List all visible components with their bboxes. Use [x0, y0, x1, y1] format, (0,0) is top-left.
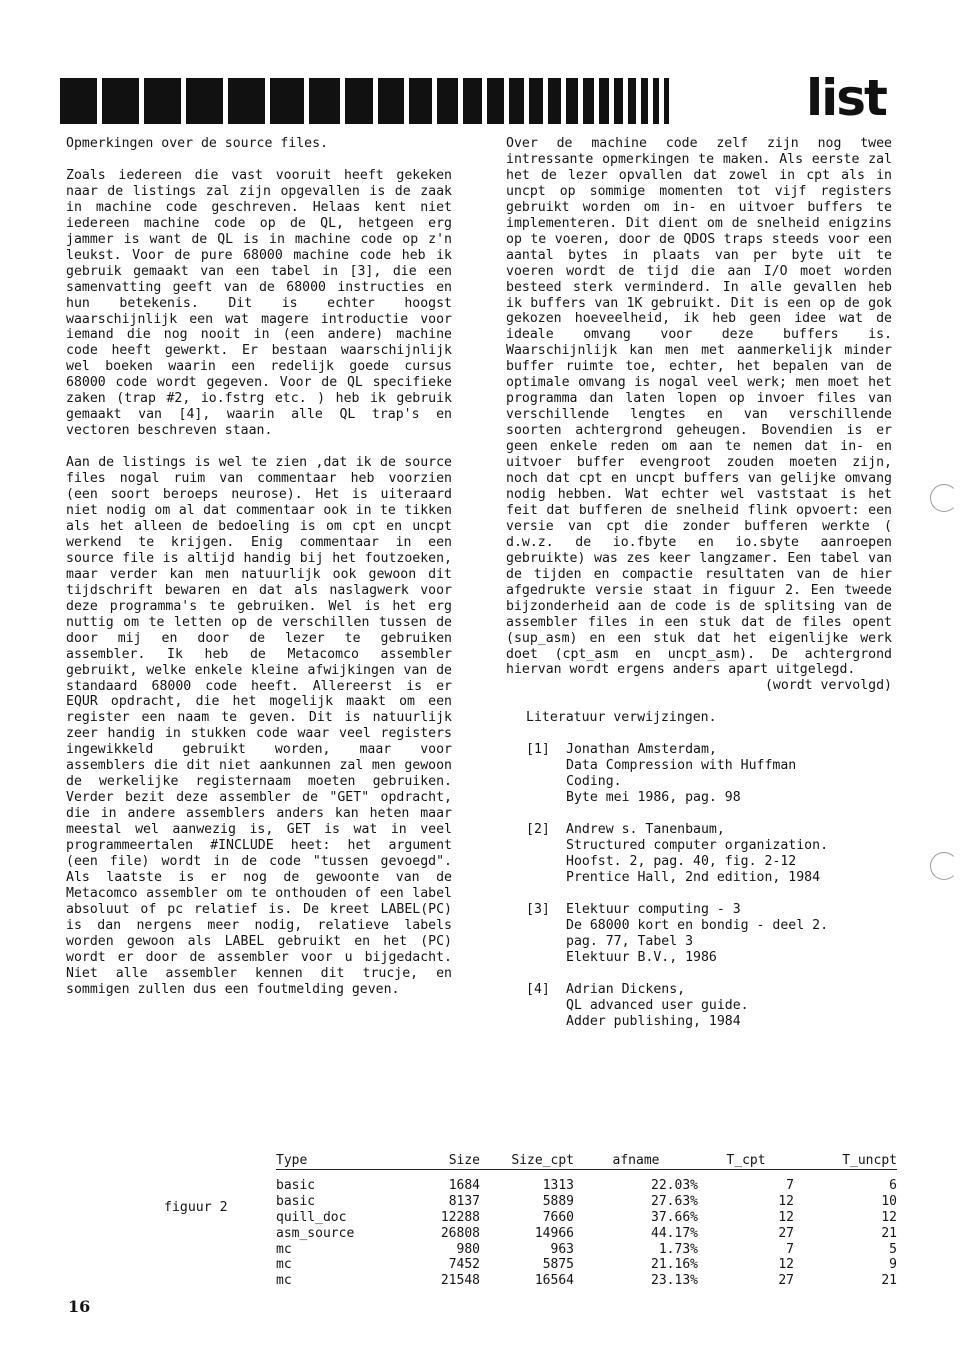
table-cell: 7 — [786, 1177, 794, 1193]
table-cell: 7660 — [542, 1209, 574, 1225]
table-row — [276, 1210, 897, 1226]
table-cell: basic — [276, 1177, 316, 1193]
table-cell: mc — [276, 1273, 292, 1289]
table-row — [276, 1194, 897, 1210]
table-cell: 27 — [778, 1225, 794, 1241]
table-cell: 14966 — [534, 1225, 574, 1241]
column-header: Size_cpt — [480, 1153, 574, 1169]
binder-hole — [930, 484, 958, 512]
table-cell: mc — [276, 1241, 292, 1257]
reference-line: Elektuur B.V., 1986 — [566, 949, 717, 965]
column-header: T_uncpt — [794, 1153, 897, 1169]
table-cell: 22.03% — [651, 1177, 698, 1193]
table-cell: 27 — [778, 1273, 794, 1289]
table-cell: 963 — [550, 1241, 574, 1257]
reference-line: Structured computer organization. — [566, 838, 829, 854]
table-cell: 9 — [889, 1257, 897, 1273]
reference-line: Data Compression with Huffman — [566, 758, 797, 774]
reference-line: Prentice Hall, 2nd edition, 1984 — [566, 869, 821, 885]
table-cell: 12 — [778, 1193, 794, 1209]
reference-line: Hoofst. 2, pag. 40, fig. 2-12 — [566, 854, 797, 870]
table-cell: 21.16% — [651, 1257, 698, 1273]
table-cell: 23.13% — [651, 1273, 698, 1289]
table-cell: 8137 — [448, 1193, 480, 1209]
column-header: Type — [276, 1153, 416, 1169]
table-cell: 1313 — [542, 1177, 574, 1193]
header-bar — [60, 78, 675, 124]
references — [506, 710, 892, 1029]
references-title: Literatuur verwijzingen. — [526, 710, 717, 726]
table-cell: 1684 — [448, 1177, 480, 1193]
results-table — [276, 1153, 897, 1289]
table-cell: 5875 — [542, 1257, 574, 1273]
table-header-row — [276, 1153, 897, 1169]
table-row — [276, 1257, 897, 1273]
table-row — [276, 1178, 897, 1194]
table-row — [276, 1273, 897, 1289]
reference-line: Adrian Dickens, — [566, 981, 686, 997]
table-cell: 27.63% — [651, 1193, 698, 1209]
reference-line: Adder publishing, 1984 — [566, 1013, 741, 1029]
table-cell: 21 — [881, 1225, 897, 1241]
table-cell: mc — [276, 1257, 292, 1273]
table-cell: 21 — [881, 1273, 897, 1289]
reference-line: Jonathan Amsterdam, — [566, 742, 717, 758]
table-cell: 12288 — [440, 1209, 480, 1225]
right-column — [506, 136, 892, 1046]
reference-line: Byte mei 1986, pag. 98 — [566, 790, 741, 806]
table-row — [276, 1242, 897, 1258]
table-cell: 5 — [889, 1241, 897, 1257]
figure-label: figuur 2 — [164, 1200, 228, 1215]
table-cell: 6 — [889, 1177, 897, 1193]
column-header: afname — [574, 1153, 698, 1169]
table-cell: 12 — [778, 1209, 794, 1225]
reference-item — [526, 982, 892, 1030]
header-bar-graphic — [60, 78, 675, 124]
reference-line: Andrew s. Tanenbaum, — [566, 822, 725, 838]
paragraph: Aan de listings is wel te zien ,dat ik de source files nogal ruim van commentaar heb voorzien (een soort beroeps neurose). Het is uiteraard niet nodig om al dat commentaar ook in te tikken als het alleen de bedoeling is om cpt en uncpt werkend te krijgen. Enig commentaar in een source file is altijd handig bij het foutzoeken, maar verder kan men natuurlijk ook gewoon dit tijdschrift bewaren en dat als naslagwerk voor deze programma's te gebruiken. Wel is het erg nuttig om te letten op de verschillen tussen de door mij en door de lezer te gebruiken assembler. Ik heb de Metacomco assembler gebruikt, welke enkele kleine afwijkingen van de standaard 68000 code heeft. Allereerst is er EQUR opdracht, die het mogelijk maakt om een register een naam te geven. Dit is natuurlijk zeer handig in stukken code waar veel registers ingewikkeld gebruikt worden, maar voor assemblers die dit niet aankunnen zal men gewoon de werkelijke registernaam moeten gebruiken. Verder bezit deze assembler de "GET" opdracht, die in andere assemblers anders kan heten maar meestal wel aanwezig is, GET is wat in veel programmeertalen #INCLUDE heet: het argument (een file) wordt in de code "tussen gevoegd". Als laatste is er nog de gewoonte van de Metacomco assembler om te onthouden of een label absoluut of pc relatief is. De kreet LABEL(PC) is dan nergens meer nodig, relatieve labels worden gewoon als LABEL gebruikt en het (PC) wordt er door de assembler voor u bijgedacht. Niet alle assembler kennen dit trucje, en sommigen zullen dus een foutmelding geven. — [66, 455, 452, 997]
continued-note: (wordt vervolgd) — [764, 678, 892, 694]
page-number: 16 — [68, 1297, 91, 1316]
table-cell: 21548 — [440, 1273, 480, 1289]
left-column — [66, 136, 452, 998]
table-cell: 16564 — [534, 1273, 574, 1289]
reference-item — [526, 822, 892, 886]
table-cell: 5889 — [542, 1193, 574, 1209]
reference-number: [2] — [526, 822, 550, 838]
binder-hole — [930, 852, 958, 880]
table-cell: basic — [276, 1193, 316, 1209]
reference-line: Elektuur computing - 3 — [566, 901, 741, 917]
table-cell: asm_source — [276, 1225, 355, 1241]
paragraph: Over de machine code zelf zijn nog twee intressante opmerkingen te maken. Als eerste zal het de lezer opvallen dat zowel in cpt als in uncpt op sommige momenten tot vijf registers gebruikt worden om in- en uitvoer buffers te implementeren. Dit dient om de snelheid enigzins op te voeren, door de QDOS traps steeds voor een aantal bytes in plaats van per byte uit te voeren wordt de tijd die aan I/O moet worden besteed sterk verminderd. In alle gevallen heb ik buffers van 1K gebruikt. Dit is een op de gok gekozen hoeveelheid, ik heb geen idee wat de ideale omvang voor deze buffers is. Waarschijnlijk kan men met aanmerkelijk minder buffer ruimte toe, echter, het bepalen van de optimale omvang is nogal veel werk; men moet het programma dan laten lopen op invoer files van verschillende lengtes en van verschillende soorten achtergrond geheugen. Bovendien is er geen enkele reden om aan te nemen dat in- en uitvoer buffer evengroot zouden moeten zijn, noch dat cpt en uncpt buffers van gelijke omvang nodig hebben. Wat echter wel vaststaat is het feit dat bufferen de snelheid flink opvoert: een versie van cpt die zonder bufferen werkte ( d.w.z. de io.fbyte en io.sbyte aanroepen gebruikte) was zes keer langzamer. Een tabel van de tijden en compactie resultaten van de hier afgedrukte versie staat in figuur 2. Een tweede bijzonderheid aan de code is de splitsing van de assembler files in een stuk dat de files opent (sup_asm) en een stuk dat het eigenlijke werk doet (cpt_asm en uncpt_asm). De achtergrond hiervan wordt ergens anders apart uitgelegd. — [506, 136, 892, 678]
table-row — [276, 1226, 897, 1242]
table-cell: 1.73% — [658, 1241, 698, 1257]
column-header: Size — [416, 1153, 480, 1169]
table-cell: 26808 — [440, 1225, 480, 1241]
table-cell: 44.17% — [651, 1225, 698, 1241]
section-logo: list — [806, 69, 886, 127]
table-cell: 980 — [456, 1241, 480, 1257]
reference-line: pag. 77, Tabel 3 — [566, 933, 694, 949]
table-cell: 12 — [881, 1209, 897, 1225]
table-cell: 10 — [881, 1193, 897, 1209]
reference-number: [3] — [526, 901, 550, 917]
reference-number: [4] — [526, 981, 550, 997]
table-cell: 7 — [786, 1241, 794, 1257]
table-cell: 12 — [778, 1257, 794, 1273]
column-header: T_cpt — [698, 1153, 794, 1169]
paragraph: Zoals iedereen die vast vooruit heeft gekeken naar de listings zal zijn opgevallen is de zaak in machine code geschreven. Helaas kent niet iedereen machine code op de QL, hetgeen erg jammer is want de QL is in machine code op z'n leukst. Voor de pure 68000 machine code heb ik gebruik gemaakt van een tabel in [3], die een samenvatting geeft van de 68000 instructies en hun betekenis. Dit is echter hoogst waarschijnlijk een wat magere introductie voor iemand die nog nooit in (een andere) machine code heeft gewerkt. Er bestaan waarschijnlijk wel boeken waarin een redelijk goede cursus 68000 code wordt gegeven. Voor de QL specifieke zaken (trap #2, io.fstrg etc. ) heb ik gebruik gemaakt van [4], waarin alle QL trap's en vectoren beschreven staan. — [66, 167, 452, 439]
reference-item — [526, 742, 892, 806]
reference-number: [1] — [526, 742, 550, 758]
reference-line: Coding. — [566, 774, 622, 790]
table-cell: quill_doc — [276, 1209, 347, 1225]
table-cell: 37.66% — [651, 1209, 698, 1225]
reference-line: QL advanced user guide. — [566, 997, 749, 1013]
reference-item — [526, 902, 892, 966]
reference-line: De 68000 kort en bondig - deel 2. — [566, 917, 829, 933]
table-cell: 7452 — [448, 1257, 480, 1273]
article-section-title: Opmerkingen over de source files. — [66, 136, 329, 151]
